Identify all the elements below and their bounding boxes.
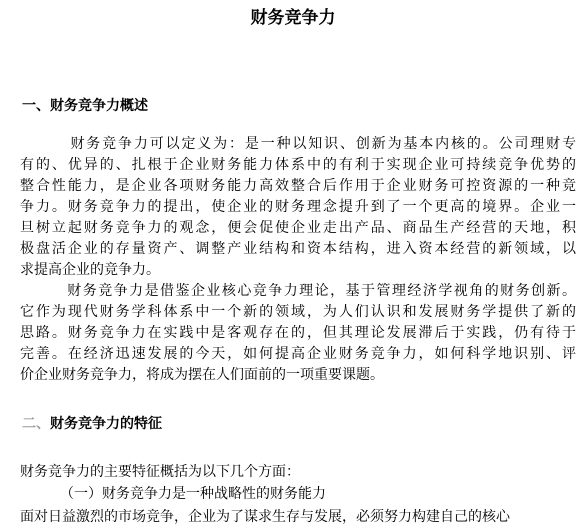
paragraph-line: 思路。财务竞争力在实践中是客观存在的，但其理论发展滞后于实践，仍有待于 bbox=[20, 325, 576, 341]
paragraph-line: 价企业财务竞争力，将成为摆在人们面前的一项重要课题。 bbox=[20, 367, 384, 383]
section-heading-text: 财务竞争力的特征 bbox=[50, 416, 162, 432]
overview-paragraph-1 bbox=[20, 134, 576, 281]
paragraph-line: 财务竞争力是借鉴企业核心竞争力理论，基于管理经济学视角的财务创新。 bbox=[20, 283, 576, 299]
cut-off-line bbox=[20, 504, 586, 530]
paragraph-line: 争力。财务竞争力的提出，使企业的财务理念提升到了一个更高的境界。企业一 bbox=[20, 199, 576, 215]
paragraph-line: 有的、优异的、扎根于企业财务能力体系中的有利于实现企业可持续竞争优势的 bbox=[20, 157, 576, 173]
section-heading-overview: 一、财务竞争力概述 bbox=[22, 98, 148, 114]
paragraph-line: 财务竞争力可以定义为：是一种以知识、创新为基本内核的。公司理财专 bbox=[20, 136, 576, 152]
characteristics-intro: 财务竞争力的主要特征概括为以下几个方面： bbox=[20, 464, 300, 480]
paragraph-line: 极盘活企业的存量资产、调整产业结构和资本结构，进入资本经营的新领域，以 bbox=[20, 241, 576, 257]
paragraph-line: 求提高企业的竞争力。 bbox=[20, 262, 160, 278]
document-title: 财务竞争力 bbox=[250, 8, 336, 28]
paragraph-line: 旦树立起财务竞争力的观念，便会促使企业走出产品、商品生产经营的天地，积 bbox=[20, 220, 576, 236]
paragraph-line: 面对日益激烈的市场竞争，企业为了谋求生存与发展，必须努力构建自己的核心 bbox=[20, 509, 510, 525]
paragraph-line: 它作为现代财务学科体系中一个新的领域，为人们认识和发展财务学提供了新的 bbox=[20, 304, 576, 320]
section-number: 二、 bbox=[22, 416, 50, 432]
overview-paragraph-2 bbox=[20, 281, 576, 386]
characteristic-subheading-1: （一）财务竞争力是一种战略性的财务能力 bbox=[60, 486, 326, 502]
paragraph-line: 完善。在经济迅速发展的今天，如何提高企业财务竞争力，如何科学地识别、评 bbox=[20, 346, 576, 362]
paragraph-line: 整合性能力，是企业各项财务能力高效整合后作用于企业财务可控资源的一种竞 bbox=[20, 178, 576, 194]
section-heading-characteristics bbox=[22, 414, 162, 434]
